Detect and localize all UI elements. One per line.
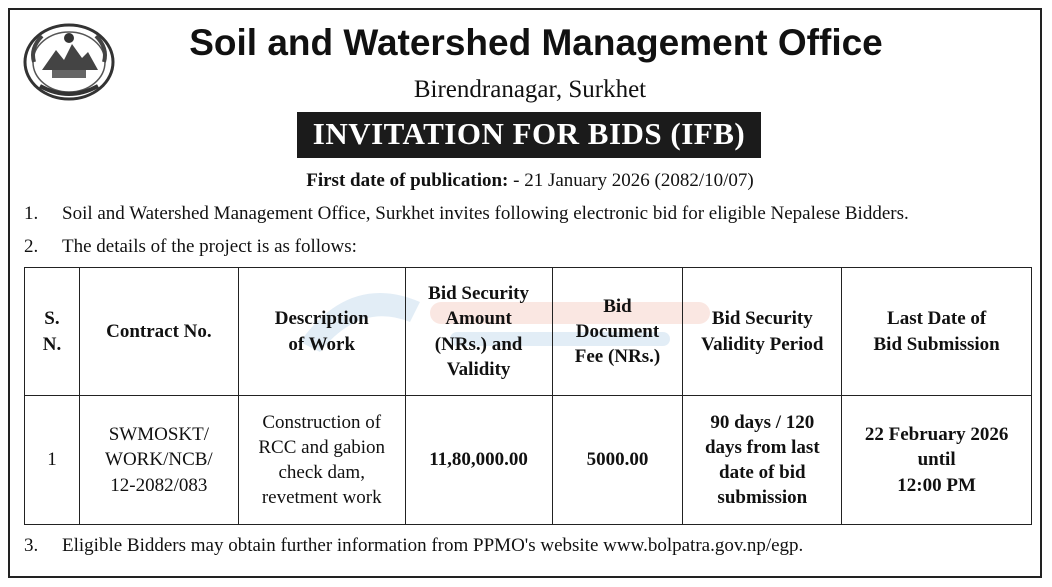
paragraph-number: 3. <box>24 535 39 556</box>
header-validity-period: Bid Security Validity Period <box>683 268 842 396</box>
paragraph-2 <box>24 236 357 258</box>
header-document-fee: Bid Document Fee (NRs.) <box>552 268 683 396</box>
paragraph-text: Soil and Watershed Management Office, Surkhet invites following electronic bid for eligible Nepalese Bidders. <box>62 203 909 224</box>
publication-label: First date of publication: <box>306 170 509 191</box>
org-title: Soil and Watershed Management Office <box>189 22 883 63</box>
cell-validity-period: 90 days / 120 days from last date of bid submission <box>683 396 842 525</box>
paragraph-1 <box>24 203 909 225</box>
cell-sn: 1 <box>25 396 80 525</box>
table-header-row <box>25 268 1032 396</box>
ifb-banner <box>0 112 1052 158</box>
publication-value: - 21 January 2026 (2082/10/07) <box>508 170 754 191</box>
paragraph-3 <box>24 535 803 557</box>
header-last-date: Last Date of Bid Submission <box>842 268 1032 396</box>
paragraph-number: 2. <box>24 236 39 257</box>
cell-document-fee: 5000.00 <box>552 396 683 525</box>
cell-last-date: 22 February 2026 until 12:00 PM <box>842 396 1032 525</box>
header-security-amount: Bid Security Amount (NRs.) and Validity <box>405 268 552 396</box>
cell-contract-no: SWMOSKT/ WORK/NCB/ 12-2082/083 <box>79 396 238 525</box>
office-location: Birendranagar, Surkhet <box>413 76 647 103</box>
paragraph-number: 1. <box>24 203 39 224</box>
header-contract-no: Contract No. <box>79 268 238 396</box>
cell-security-amount: 11,80,000.00 <box>405 396 552 525</box>
paragraph-text: The details of the project is as follows: <box>62 236 357 257</box>
paragraph-text: Eligible Bidders may obtain further information from PPMO's website www.bolpatra.gov.np/egp. <box>62 535 804 556</box>
header-description: Description of Work <box>238 268 405 396</box>
publication-date <box>0 170 1052 192</box>
bid-details-table <box>24 267 1032 525</box>
header-sn: S. N. <box>25 268 80 396</box>
cell-description: Construction of RCC and gabion check dam, revetment work <box>238 396 405 525</box>
ifb-title: INVITATION FOR BIDS (IFB) <box>297 112 761 158</box>
table-row <box>25 396 1032 525</box>
